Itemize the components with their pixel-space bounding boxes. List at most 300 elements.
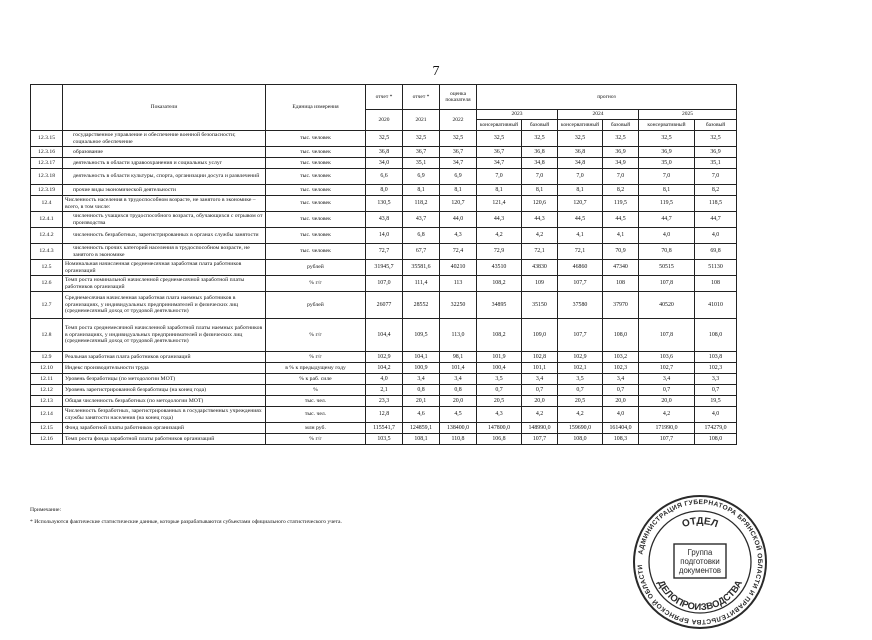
header-report-2020: отчет * [366,85,403,110]
row-indicator: численность учащихся трудоспособного возраста, обучающихся с отрывом от производства [63,212,266,228]
row-value: 28552 [403,292,440,319]
row-value: 113,0 [440,319,477,352]
row-value: 0,8 [440,385,477,396]
row-value: 0,7 [603,385,639,396]
row-value: 32,5 [522,131,558,147]
row-value: 108,2 [477,276,522,292]
row-value: 2,1 [366,385,403,396]
row-value: 107,0 [366,276,403,292]
row-value: 113 [440,276,477,292]
row-code: 12.13 [31,396,63,407]
row-code: 12.11 [31,374,63,385]
row-value: 36,7 [440,147,477,158]
row-value: 6,6 [366,169,403,185]
stamp-bottom-text [655,578,745,613]
header-unit: Единица измерения [266,85,366,131]
table-row [31,292,737,319]
row-value: 44,5 [603,212,639,228]
row-code: 12.7 [31,292,63,319]
table-body [31,131,737,445]
row-value: 44,3 [522,212,558,228]
header-year-2020: 2020 [366,110,403,131]
row-value: 8,2 [695,185,737,196]
notes-section [30,507,342,531]
header-indicator: Показатели [63,85,266,131]
header-year-2025: 2025 [639,110,737,120]
table-row [31,434,737,445]
row-value: 4,1 [558,228,603,244]
row-value: 101,4 [440,363,477,374]
row-unit: тыс. человек [266,147,366,158]
row-value: 47340 [603,260,639,276]
row-value: 44,5 [558,212,603,228]
row-value: 0,7 [558,385,603,396]
row-value: 36,8 [522,147,558,158]
row-indicator: численность прочих категорий населения в трудоспособном возрасте, не занятого в экономике [63,244,266,260]
row-value: 32,5 [695,131,737,147]
row-value: 4,2 [477,228,522,244]
row-value: 124859,1 [403,423,440,434]
row-value: 4,0 [695,407,737,423]
table-row [31,423,737,434]
row-value: 0,8 [403,385,440,396]
row-code: 12.14 [31,407,63,423]
row-value: 36,7 [477,147,522,158]
row-value: 46860 [558,260,603,276]
row-value: 4,6 [403,407,440,423]
row-unit: % г/г [266,276,366,292]
row-code: 12.6 [31,276,63,292]
table-row [31,396,737,407]
table-row [31,276,737,292]
row-value: 102,8 [522,352,558,363]
row-unit: тыс. человек [266,244,366,260]
row-value: 121,4 [477,196,522,212]
row-value: 101,1 [522,363,558,374]
row-value: 3,5 [477,374,522,385]
row-code: 12.4.3 [31,244,63,260]
row-value: 0,7 [639,385,695,396]
row-value: 0,7 [522,385,558,396]
table-row [31,158,737,169]
row-value: 20,0 [440,396,477,407]
header-conservative-2023: консервативный [477,120,522,131]
header-year-2022: 2022 [440,110,477,131]
row-value: 3,4 [440,374,477,385]
row-value: 3,4 [639,374,695,385]
row-value: 44,3 [477,212,522,228]
row-indicator: Численность населения в трудоспособном возрасте, не занятого в экономике – всего, в том числе: [63,196,266,212]
table-row [31,319,737,352]
row-value: 4,5 [440,407,477,423]
row-value: 7,0 [558,169,603,185]
row-value: 100,4 [477,363,522,374]
row-value: 72,1 [522,244,558,260]
row-unit: в % к предыдущему году [266,363,366,374]
row-value: 4,1 [603,228,639,244]
row-value: 72,9 [477,244,522,260]
row-value: 31945,7 [366,260,403,276]
row-value: 44,7 [695,212,737,228]
row-code: 12.4 [31,196,63,212]
row-unit: % г/г [266,352,366,363]
row-value: 34,8 [522,158,558,169]
row-value: 72,4 [440,244,477,260]
row-indicator: прочие виды экономической деятельности [63,185,266,196]
header-base-2023: базовый [522,120,558,131]
header-year-2021: 2021 [403,110,440,131]
row-unit: рублей [266,260,366,276]
table-row [31,385,737,396]
row-indicator: Темп роста среднемесячной начисленной заработной платы наемных работников в организациях, у индивидуальных предпринимателей и физических лиц (среднемесячный доход от трудовой деятельности) [63,319,266,352]
row-value: 34,0 [366,158,403,169]
row-value: 0,7 [477,385,522,396]
row-value: 4,0 [603,407,639,423]
row-indicator: Общая численность безработных (по методологии МОТ) [63,396,266,407]
row-value: 102,3 [695,363,737,374]
row-indicator: Реальная заработная плата работников организаций [63,352,266,363]
row-unit: % к раб. силе [266,374,366,385]
row-value: 69,8 [695,244,737,260]
row-indicator: деятельность в области здравоохранения и социальных услуг [63,158,266,169]
header-conservative-2025: консервативный [639,120,695,131]
row-value: 7,0 [477,169,522,185]
row-unit: тыс. человек [266,185,366,196]
table-row [31,212,737,228]
row-value: 43830 [522,260,558,276]
table-row [31,363,737,374]
row-value: 6,8 [403,228,440,244]
row-indicator: численность безработных, зарегистрированных в органах службы занятости [63,228,266,244]
row-value: 103,2 [603,352,639,363]
row-value: 20,0 [603,396,639,407]
row-value: 4,2 [639,407,695,423]
row-code: 12.3.17 [31,158,63,169]
row-value: 44,0 [440,212,477,228]
row-indicator: государственное управление и обеспечение военной безопасности; социальное обеспечение [63,131,266,147]
row-value: 108,3 [603,434,639,445]
row-value: 7,0 [603,169,639,185]
row-indicator: деятельность в области культуры, спорта, организации досуга и развлечений [63,169,266,185]
row-value: 37580 [558,292,603,319]
row-value: 171990,0 [639,423,695,434]
row-value: 109,0 [522,319,558,352]
row-value: 130,5 [366,196,403,212]
row-value: 161404,0 [603,423,639,434]
official-stamp [632,494,768,630]
row-value: 104,4 [366,319,403,352]
table-row [31,244,737,260]
row-value: 103,5 [366,434,403,445]
row-value: 8,0 [366,185,403,196]
row-indicator: Численность безработных, зарегистрированных в государственных учреждениях службы занятости населения (на конец года) [63,407,266,423]
row-code: 12.3.19 [31,185,63,196]
row-value: 20,5 [558,396,603,407]
row-value: 4,0 [366,374,403,385]
row-value: 8,2 [603,185,639,196]
table-row [31,185,737,196]
row-value: 119,5 [603,196,639,212]
row-value: 159690,0 [558,423,603,434]
row-value: 41010 [695,292,737,319]
row-value: 3,4 [522,374,558,385]
page-number: 7 [432,64,440,79]
row-value: 20,1 [403,396,440,407]
row-value: 107,7 [639,434,695,445]
row-code: 12.15 [31,423,63,434]
table-row [31,228,737,244]
row-value: 108 [695,276,737,292]
row-value: 35,1 [403,158,440,169]
row-value: 4,0 [639,228,695,244]
row-indicator: Фонд заработной платы работников организаций [63,423,266,434]
row-code: 12.3.18 [31,169,63,185]
row-value: 34,7 [477,158,522,169]
row-unit: % г/г [266,434,366,445]
row-code: 12.3.15 [31,131,63,147]
row-value: 51130 [695,260,737,276]
row-value: 104,1 [403,352,440,363]
row-value: 19,5 [695,396,737,407]
row-value: 6,9 [440,169,477,185]
row-value: 34895 [477,292,522,319]
row-value: 36,9 [639,147,695,158]
row-value: 20,5 [477,396,522,407]
row-value: 50515 [639,260,695,276]
row-value: 12,8 [366,407,403,423]
row-value: 32,5 [639,131,695,147]
table-row [31,147,737,158]
row-value: 98,1 [440,352,477,363]
row-value: 102,9 [558,352,603,363]
row-value: 120,7 [440,196,477,212]
row-value: 8,1 [440,185,477,196]
row-unit: тыс. человек [266,131,366,147]
table-row [31,196,737,212]
row-value: 108,0 [695,434,737,445]
row-indicator: Среднемесячная начисленная заработная плата наемных работников в организациях, у индивидуальных предпринимателей и физических лиц (среднемесячный доход от трудовой деятельности) [63,292,266,319]
row-value: 43,8 [366,212,403,228]
row-value: 3,5 [558,374,603,385]
row-value: 102,1 [558,363,603,374]
row-value: 32,5 [366,131,403,147]
row-unit: тыс. человек [266,158,366,169]
row-value: 110,8 [440,434,477,445]
row-indicator: Темп роста фонда заработной платы работников организаций [63,434,266,445]
row-code: 12.9 [31,352,63,363]
row-value: 35,0 [639,158,695,169]
row-code: 12.16 [31,434,63,445]
header-estimate: оценка показателя [440,85,477,110]
row-value: 147800,0 [477,423,522,434]
row-value: 8,1 [639,185,695,196]
row-value: 108,2 [477,319,522,352]
stamp-top-textpath: ОТДЕЛ [680,515,720,531]
row-value: 109 [522,276,558,292]
row-indicator: Уровень зарегистрированной безработицы (на конец года) [63,385,266,396]
row-value: 4,2 [522,228,558,244]
row-value: 34,8 [558,158,603,169]
row-value: 36,9 [695,147,737,158]
row-indicator: Индекс производительности труда [63,363,266,374]
row-code: 12.8 [31,319,63,352]
notes-title: Примечание: [30,507,62,513]
row-code: 12.4.2 [31,228,63,244]
row-value: 70,8 [639,244,695,260]
row-value: 32,5 [440,131,477,147]
stamp-bottom-textpath: ДЕЛОПРОИЗВОДСТВА [654,578,746,614]
row-value: 3,4 [603,374,639,385]
row-value: 36,9 [603,147,639,158]
row-unit: % [266,385,366,396]
row-value: 102,9 [366,352,403,363]
notes-text: * Используются фактические статистические данные, которые разрабатываются субъектами официального статистического учета. [30,519,342,525]
header-code-cell [31,85,63,131]
table-row [31,260,737,276]
row-value: 8,1 [558,185,603,196]
row-value: 36,7 [403,147,440,158]
forecast-table [30,84,737,445]
row-unit: тыс. чел. [266,407,366,423]
row-value: 4,3 [477,407,522,423]
row-value: 36,8 [366,147,403,158]
row-value: 101,9 [477,352,522,363]
row-value: 32,5 [477,131,522,147]
row-value: 115541,7 [366,423,403,434]
header-forecast: прогноз [477,85,737,110]
row-value: 111,4 [403,276,440,292]
row-value: 40520 [639,292,695,319]
row-value: 35150 [522,292,558,319]
table-row [31,374,737,385]
row-code: 12.10 [31,363,63,374]
row-value: 102,3 [603,363,639,374]
row-value: 103,8 [695,352,737,363]
row-value: 32,5 [603,131,639,147]
row-value: 72,1 [558,244,603,260]
table-row [31,352,737,363]
row-value: 43,7 [403,212,440,228]
table-row [31,407,737,423]
row-value: 7,0 [522,169,558,185]
row-value: 43510 [477,260,522,276]
row-unit: млн руб. [266,423,366,434]
row-value: 107,7 [558,276,603,292]
row-value: 148990,0 [522,423,558,434]
stamp-top-text [681,516,720,530]
row-value: 107,8 [639,319,695,352]
row-value: 44,7 [639,212,695,228]
row-indicator: Темп роста номинальной начисленной среднемесячной заработной платы работников организаций [63,276,266,292]
row-indicator: Номинальная начисленная среднемесячная заработная плата работников организаций [63,260,266,276]
row-value: 4,2 [558,407,603,423]
row-value: 37970 [603,292,639,319]
row-value: 104,2 [366,363,403,374]
row-value: 20,0 [639,396,695,407]
row-value: 107,8 [639,276,695,292]
row-value: 0,7 [695,385,737,396]
row-value: 106,8 [477,434,522,445]
row-value: 6,9 [403,169,440,185]
row-value: 14,0 [366,228,403,244]
stamp-ring-textpath: АДМИНИСТРАЦИЯ ГУБЕРНАТОРА БРЯНСКОЙ ОБЛАСТИ И ПРАВИТЕЛЬСТВА БРЯНСКОЙ ОБЛАСТИ [637,498,764,626]
row-value: 108,0 [603,319,639,352]
row-value: 72,7 [366,244,403,260]
stamp-box-line2: подготовки [680,557,720,566]
row-value: 3,3 [695,374,737,385]
row-value: 120,6 [522,196,558,212]
row-value: 174279,0 [695,423,737,434]
row-value: 7,0 [695,169,737,185]
row-value: 119,5 [639,196,695,212]
row-value: 118,2 [403,196,440,212]
row-value: 120,7 [558,196,603,212]
row-value: 35581,6 [403,260,440,276]
row-code: 12.4.1 [31,212,63,228]
row-value: 100,9 [403,363,440,374]
row-unit: тыс. человек [266,196,366,212]
row-value: 108 [603,276,639,292]
row-code: 12.5 [31,260,63,276]
row-value: 20,0 [522,396,558,407]
row-value: 107,7 [522,434,558,445]
row-unit: тыс. чел. [266,396,366,407]
row-value: 26077 [366,292,403,319]
header-base-2024: базовый [603,120,639,131]
row-value: 118,5 [695,196,737,212]
header-year-2023: 2023 [477,110,558,120]
row-value: 3,4 [403,374,440,385]
row-value: 109,5 [403,319,440,352]
row-value: 34,7 [440,158,477,169]
row-value: 4,3 [440,228,477,244]
header-conservative-2024: консервативный [558,120,603,131]
stamp-box-line1: Группа [687,548,713,557]
row-unit: тыс. человек [266,228,366,244]
row-value: 103,6 [639,352,695,363]
row-value: 8,1 [522,185,558,196]
row-value: 35,1 [695,158,737,169]
row-value: 40210 [440,260,477,276]
row-value: 8,1 [477,185,522,196]
row-value: 32250 [440,292,477,319]
stamp-box-line3: документов [678,566,722,575]
row-value: 34,9 [603,158,639,169]
header-report-2021: отчет * [403,85,440,110]
table-row [31,131,737,147]
row-value: 107,7 [558,319,603,352]
row-value: 108,0 [695,319,737,352]
row-value: 36,8 [558,147,603,158]
table-row [31,169,737,185]
row-value: 102,7 [639,363,695,374]
row-value: 138400,0 [440,423,477,434]
row-value: 108,0 [558,434,603,445]
row-unit: рублей [266,292,366,319]
row-value: 32,5 [558,131,603,147]
row-value: 67,7 [403,244,440,260]
row-code: 12.12 [31,385,63,396]
row-value: 108,1 [403,434,440,445]
row-value: 4,2 [522,407,558,423]
row-unit: тыс. человек [266,212,366,228]
row-value: 4,0 [695,228,737,244]
table-header [31,85,737,131]
row-indicator: образование [63,147,266,158]
row-value: 7,0 [639,169,695,185]
row-unit: % г/г [266,319,366,352]
header-year-2024: 2024 [558,110,639,120]
